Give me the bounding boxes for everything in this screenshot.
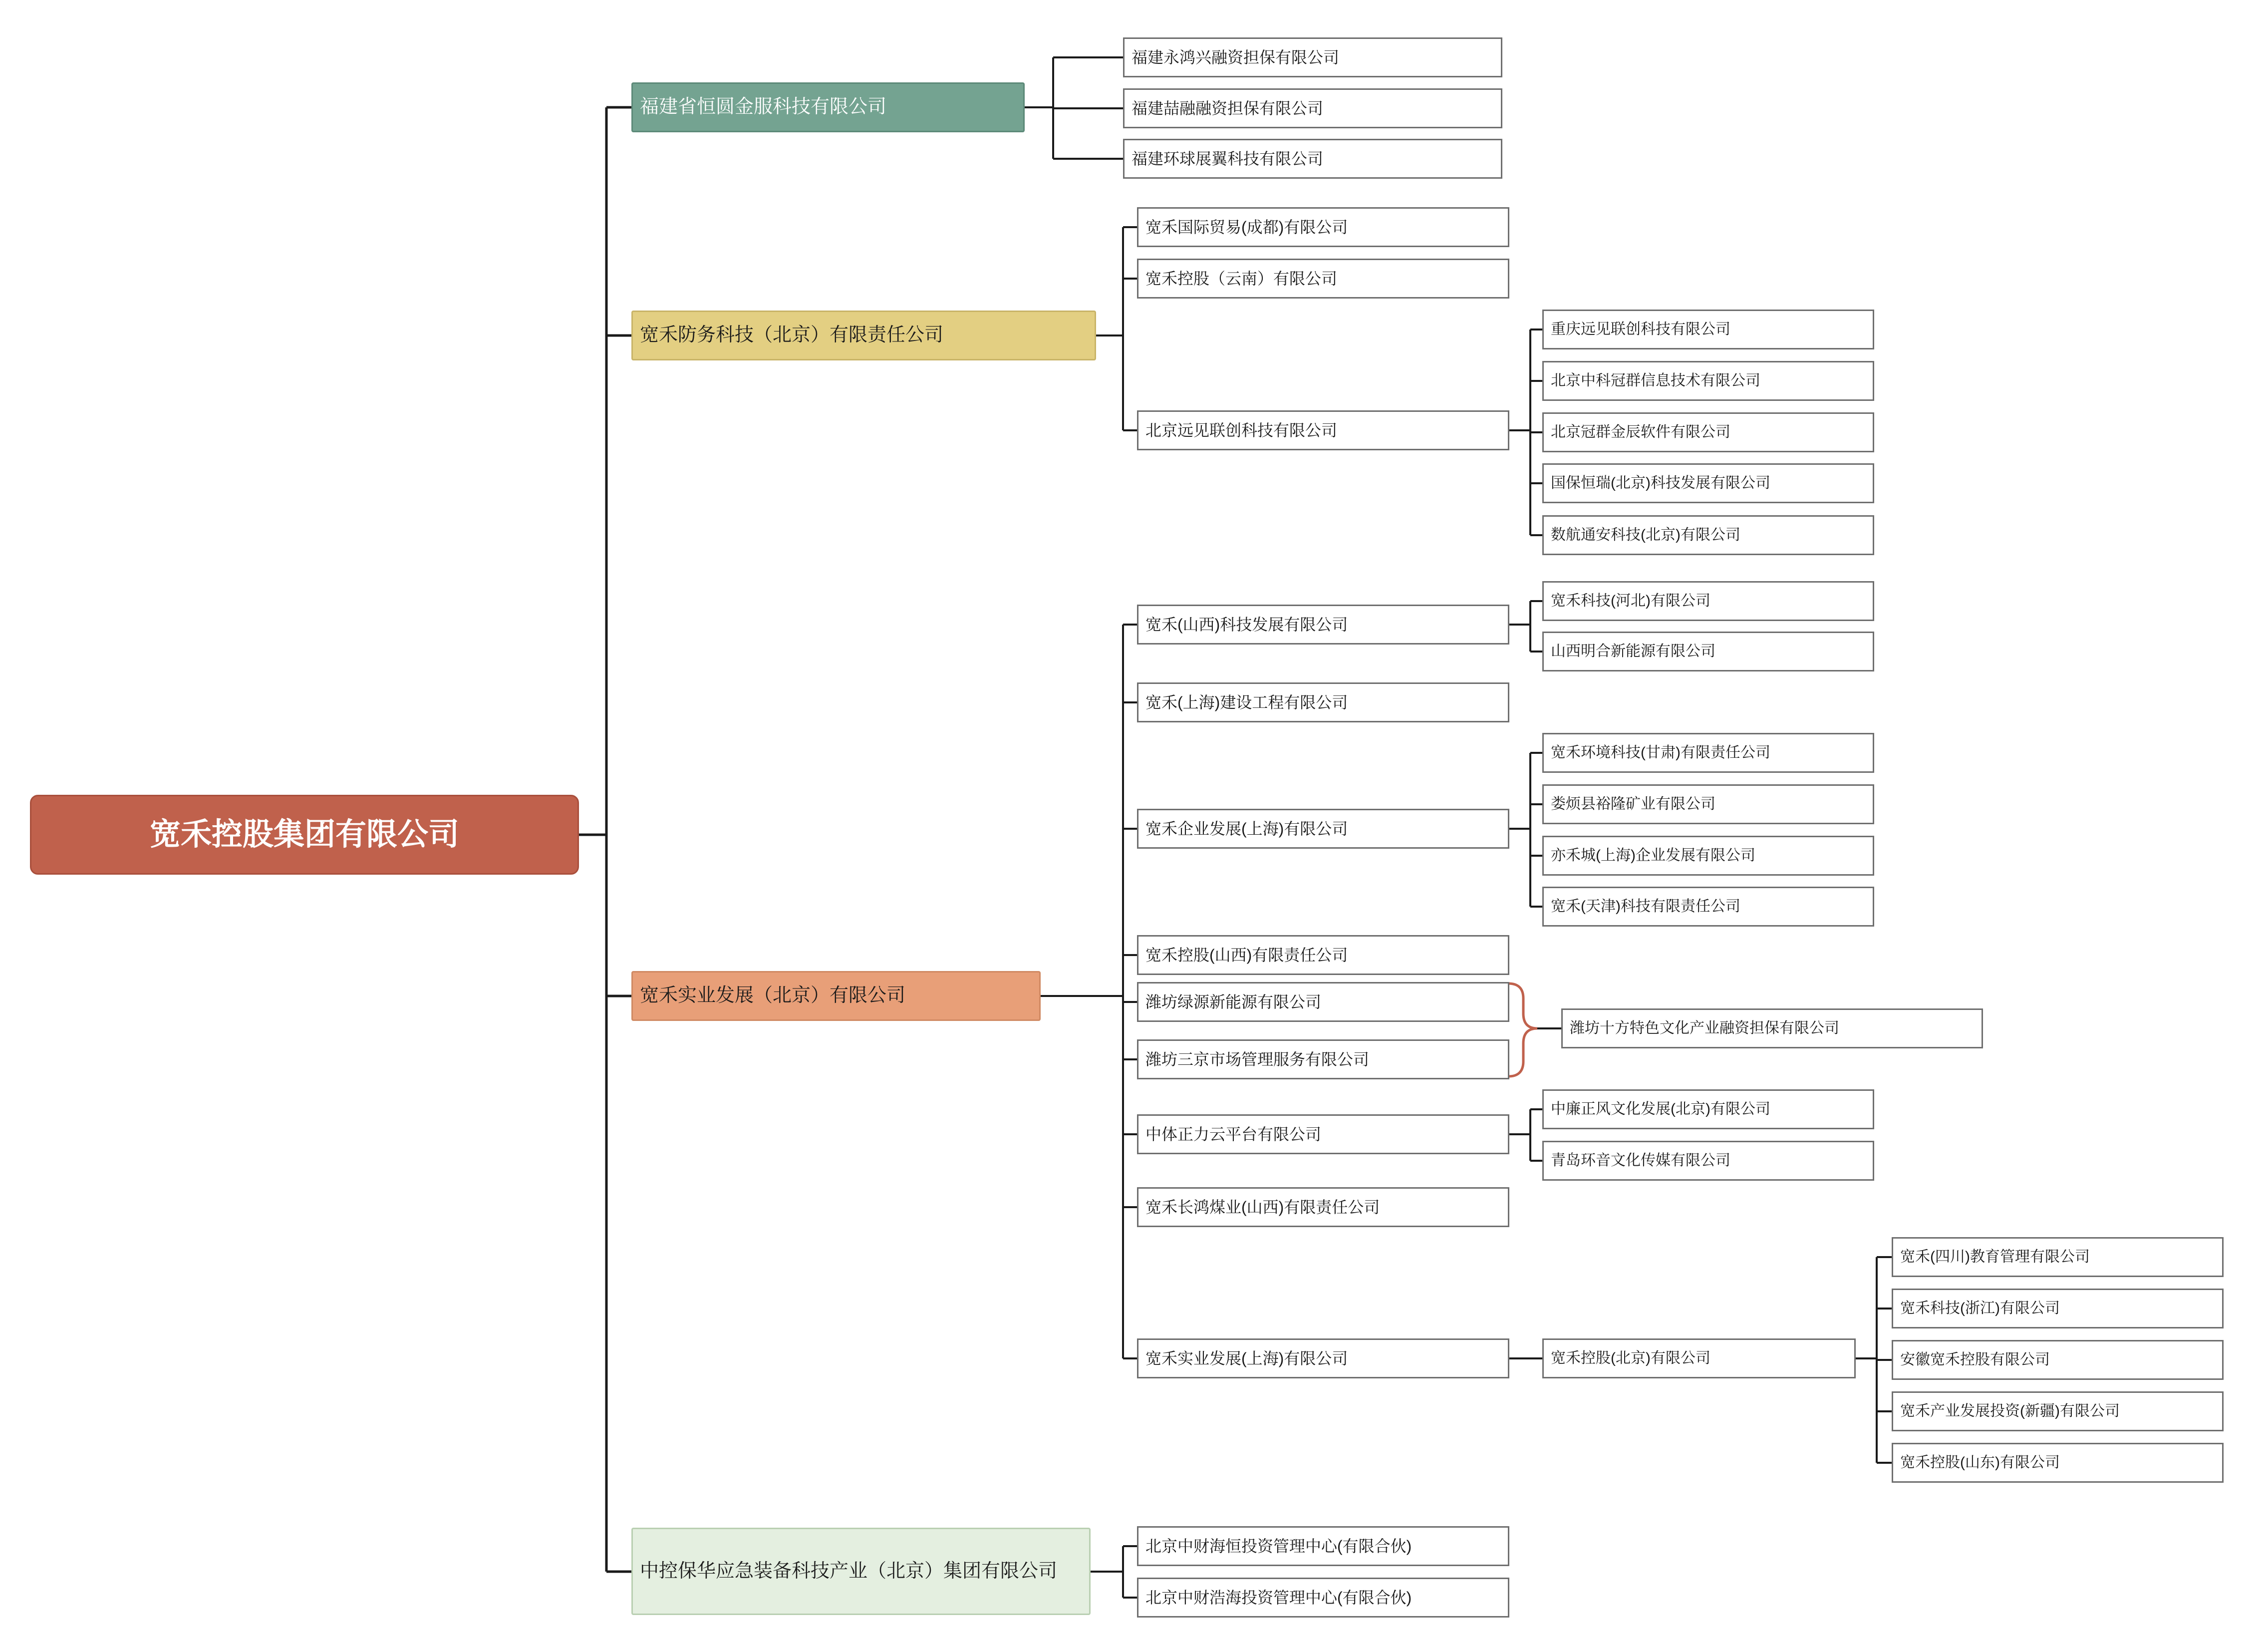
- child-node[interactable]: [1137, 1114, 1509, 1154]
- grandchild-node[interactable]: [1542, 632, 1874, 671]
- grandchild-node-label: 宽禾科技(河北)有限公司: [1551, 593, 1710, 610]
- brace-note-node[interactable]: [1561, 1008, 1983, 1048]
- child-node-label: 宽禾控股（云南）有限公司: [1145, 270, 1338, 288]
- great-grandchild-node[interactable]: [1892, 1237, 2224, 1277]
- grandchild-node-label: 国保恒瑞(北京)科技发展有限公司: [1551, 475, 1770, 492]
- branch-node-2[interactable]: [631, 311, 1096, 360]
- child-node-label: 宽禾(山西)科技发展有限公司: [1145, 616, 1348, 634]
- child-node-label: 福建环球展翼科技有限公司: [1132, 150, 1324, 168]
- child-node[interactable]: [1137, 1526, 1509, 1566]
- great-grandchild-node[interactable]: [1892, 1391, 2224, 1431]
- child-node-label: 潍坊三京市场管理服务有限公司: [1145, 1050, 1370, 1068]
- grandchild-node-label: 娄烦县裕隆矿业有限公司: [1551, 796, 1715, 813]
- great-grandchild-node[interactable]: [1892, 1289, 2224, 1328]
- child-node-label: 潍坊绿源新能源有限公司: [1145, 993, 1322, 1011]
- branch-node-4[interactable]: [631, 1528, 1091, 1615]
- grandchild-node[interactable]: [1542, 1338, 1856, 1378]
- child-node[interactable]: [1137, 259, 1509, 299]
- child-node-label: 宽禾实业发展(上海)有限公司: [1145, 1349, 1348, 1367]
- branch-node-2-label: 宽禾防务科技（北京）有限责任公司: [640, 325, 944, 346]
- grandchild-node[interactable]: [1542, 463, 1874, 503]
- child-node[interactable]: [1123, 139, 1502, 179]
- root-node[interactable]: [30, 795, 579, 875]
- child-node[interactable]: [1137, 207, 1509, 247]
- grandchild-node[interactable]: [1542, 887, 1874, 927]
- grandchild-node[interactable]: [1542, 733, 1874, 773]
- grandchild-node[interactable]: [1542, 581, 1874, 621]
- branch-node-3[interactable]: [631, 971, 1041, 1021]
- child-node[interactable]: [1137, 982, 1509, 1022]
- child-node[interactable]: [1137, 410, 1509, 450]
- grandchild-node-label: 北京中科冠群信息技术有限公司: [1551, 372, 1760, 389]
- child-node-label: 中体正力云平台有限公司: [1145, 1125, 1322, 1143]
- great-grandchild-node-label: 宽禾控股(山东)有限公司: [1900, 1454, 2060, 1471]
- child-node[interactable]: [1123, 37, 1502, 77]
- grandchild-node-label: 宽禾控股(北京)有限公司: [1551, 1350, 1710, 1367]
- grandchild-node[interactable]: [1542, 515, 1874, 555]
- grandchild-node-label: 山西明合新能源有限公司: [1551, 643, 1715, 660]
- grandchild-node[interactable]: [1542, 1089, 1874, 1129]
- grandchild-node-label: 重庆远见联创科技有限公司: [1551, 321, 1730, 338]
- branch-node-4-label: 中控保华应急装备科技产业（北京）集团有限公司: [640, 1560, 1058, 1582]
- child-node-label: 宽禾国际贸易(成都)有限公司: [1145, 218, 1348, 236]
- grandchild-node[interactable]: [1542, 361, 1874, 401]
- great-grandchild-node-label: 宽禾产业发展投资(新疆)有限公司: [1900, 1403, 2120, 1420]
- grandchild-node[interactable]: [1542, 310, 1874, 349]
- child-node[interactable]: [1137, 809, 1509, 849]
- child-node[interactable]: [1137, 1578, 1509, 1618]
- child-node[interactable]: [1137, 935, 1509, 975]
- great-grandchild-node-label: 宽禾科技(浙江)有限公司: [1900, 1300, 2060, 1317]
- grandchild-node-label: 青岛环音文化传媒有限公司: [1551, 1152, 1730, 1169]
- child-node-label: 北京远见联创科技有限公司: [1145, 421, 1338, 439]
- child-node-label: 宽禾(上海)建设工程有限公司: [1145, 693, 1348, 711]
- great-grandchild-node[interactable]: [1892, 1340, 2224, 1380]
- child-node-label: 宽禾企业发展(上海)有限公司: [1145, 820, 1348, 838]
- brace-note-label: 潍坊十方特色文化产业融资担保有限公司: [1570, 1020, 1839, 1037]
- grandchild-node-label: 北京冠群金辰软件有限公司: [1551, 424, 1730, 441]
- grandchild-node[interactable]: [1542, 1141, 1874, 1181]
- child-node[interactable]: [1137, 605, 1509, 645]
- root-node-label: 宽禾控股集团有限公司: [149, 817, 459, 852]
- grandchild-node[interactable]: [1542, 836, 1874, 876]
- grandchild-node-label: 中廉正风文化发展(北京)有限公司: [1551, 1101, 1770, 1118]
- great-grandchild-node-label: 宽禾(四川)教育管理有限公司: [1900, 1249, 2090, 1266]
- branch-node-3-label: 宽禾实业发展（北京）有限公司: [640, 985, 906, 1006]
- child-node[interactable]: [1137, 682, 1509, 722]
- child-node[interactable]: [1137, 1187, 1509, 1227]
- grandchild-node-label: 亦禾城(上海)企业发展有限公司: [1551, 847, 1755, 864]
- child-node[interactable]: [1137, 1039, 1509, 1079]
- grandchild-node[interactable]: [1542, 412, 1874, 452]
- child-node-label: 福建喆融融资担保有限公司: [1132, 99, 1324, 117]
- child-node-label: 福建永鸿兴融资担保有限公司: [1132, 48, 1340, 66]
- child-node-label: 宽禾长鸿煤业(山西)有限责任公司: [1145, 1198, 1380, 1216]
- grandchild-node-label: 宽禾(天津)科技有限责任公司: [1551, 898, 1740, 915]
- child-node-label: 北京中财海恒投资管理中心(有限合伙): [1145, 1537, 1412, 1555]
- child-node[interactable]: [1137, 1338, 1509, 1378]
- child-node-label: 宽禾控股(山西)有限责任公司: [1145, 946, 1348, 964]
- great-grandchild-node-label: 安徽宽禾控股有限公司: [1900, 1351, 2050, 1368]
- child-node-label: 北京中财浩海投资管理中心(有限合伙): [1145, 1589, 1412, 1607]
- great-grandchild-node[interactable]: [1892, 1443, 2224, 1483]
- branch-node-1[interactable]: [631, 82, 1025, 132]
- grandchild-node-label: 数航通安科技(北京)有限公司: [1551, 527, 1740, 544]
- grandchild-node-label: 宽禾环境科技(甘肃)有限责任公司: [1551, 744, 1770, 761]
- child-node[interactable]: [1123, 88, 1502, 128]
- branch-node-1-label: 福建省恒圆金服科技有限公司: [640, 96, 887, 118]
- grandchild-node[interactable]: [1542, 784, 1874, 824]
